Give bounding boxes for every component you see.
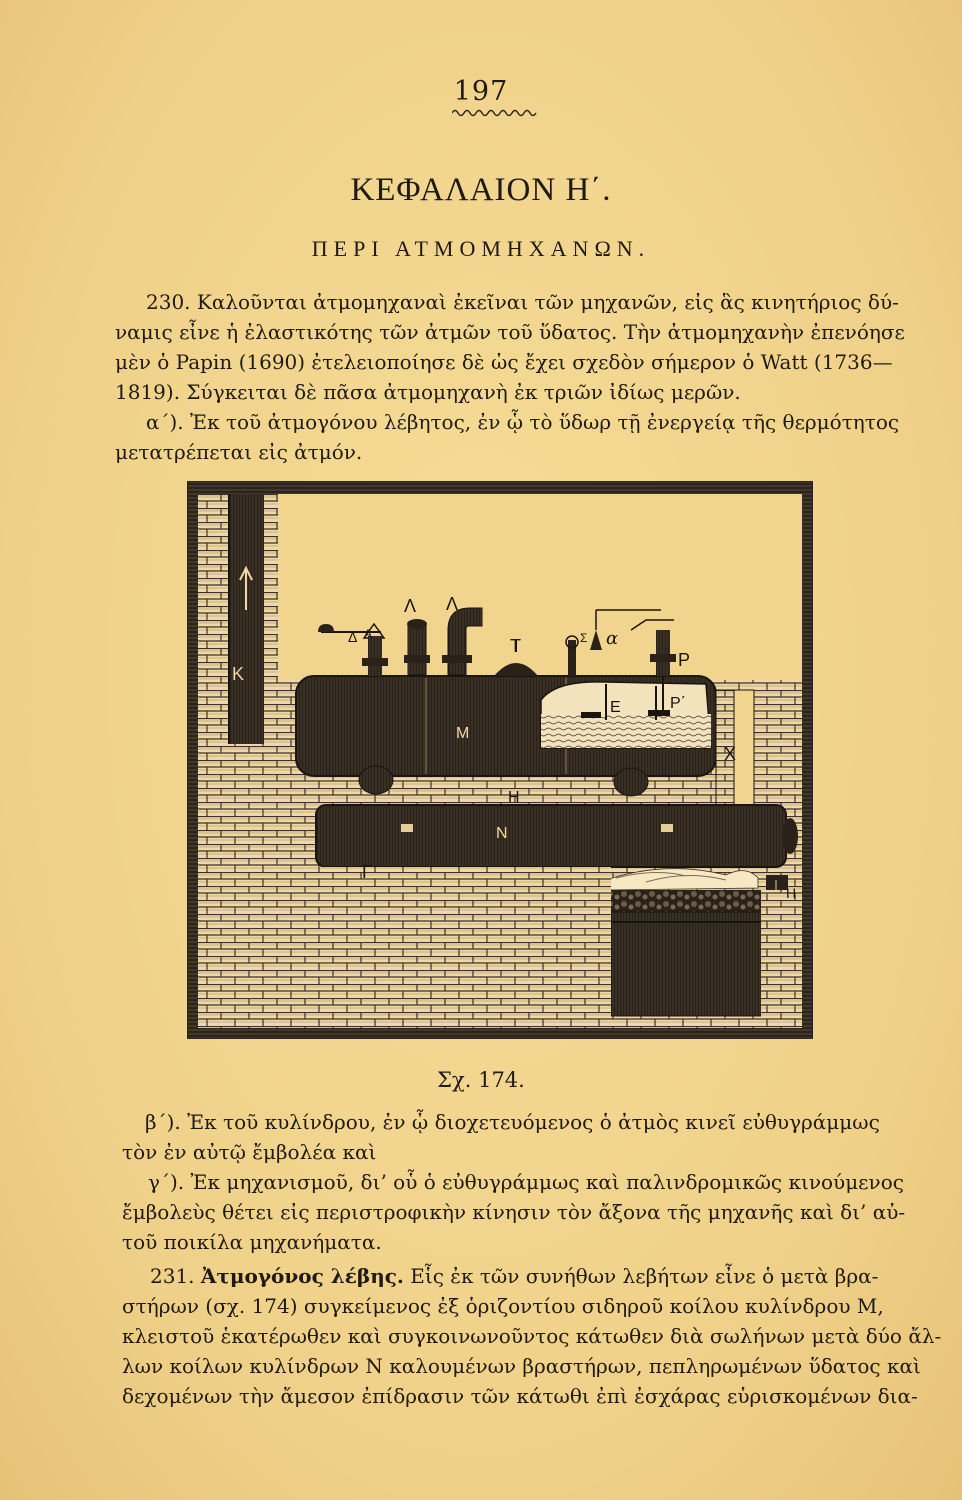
label-rho-prime: Ρ΄ xyxy=(670,695,686,712)
wavy-ornament xyxy=(452,108,538,118)
label-mu: Μ xyxy=(456,725,470,742)
label-tau: Τ xyxy=(510,636,521,656)
paragraph-line: α΄). Ἐκ τοῦ ἀτμογόνου λέβητος, ἐν ᾧ τὸ ὕδωρ τῇ ἐνεργείᾳ τῆς θερμότητος xyxy=(146,410,900,434)
paragraph-line: λων κοίλων κυλίνδρων Ν καλουμένων βραστήρων, πεπληρωμένων ὕδατος καὶ xyxy=(122,1354,921,1378)
label-lambda-1: Λ xyxy=(404,596,417,616)
paragraph-line-rest: Εἷς ἐκ τῶν συνήθων λεβήτων εἶνε ὁ μετὰ βρα- xyxy=(410,1264,879,1288)
paragraph-heading-line xyxy=(150,1262,878,1290)
figure-caption: Σχ. 174. xyxy=(437,1068,525,1092)
label-chi: Χ xyxy=(724,744,737,764)
paragraph-line: 1819). Σύγκειται δὲ πᾶσα ἀτμομηχανὴ ἐκ τριῶν ἰδίως μερῶν. xyxy=(115,380,741,404)
chapter-title: ΚΕΦΑΛΑΙΟΝ Η΄. xyxy=(350,172,612,208)
paragraph-line: δεχομένων τὴν ἄμεσον ἐπίδρασιν τῶν κάτωθι ἐπὶ ἐσχάρας εὑρισκομένων δια- xyxy=(122,1384,918,1408)
paragraph-line: γ΄). Ἐκ μηχανισμοῦ, δι’ οὗ ὁ εὐθυγράμμως καὶ παλινδρομικῶς κινούμενος xyxy=(148,1170,904,1194)
paragraph-line: τοῦ ποικίλα μηχανήματα. xyxy=(122,1230,382,1254)
paragraph-line: μὲν ὁ Papin (1690) ἐτελειοποίησε δὲ ὡς ἔχει σχεδὸν σήμερον ὁ Watt (1736— xyxy=(115,350,893,374)
label-eta-lower: Η xyxy=(786,885,797,901)
paragraph-number: 231. xyxy=(150,1264,195,1288)
label-lambda-2: Λ xyxy=(446,594,459,614)
label-epsilon: Ε xyxy=(610,699,621,716)
label-alpha-lower: α xyxy=(606,628,619,649)
label-eta-upper: Η xyxy=(508,789,520,806)
paragraph-line: μετατρέπεται εἰς ἀτμόν. xyxy=(115,440,363,464)
paragraph-line: τὸν ἐν αὐτῷ ἔμβολέα καὶ xyxy=(122,1140,377,1164)
section-title: ΠΕΡΙ ΑΤΜΟΜΗΧΑΝΩΝ. xyxy=(311,236,651,261)
paragraph-heading: Ἀτμογόνος λέβης. xyxy=(200,1264,404,1288)
label-rho: Ρ xyxy=(678,650,691,670)
paragraph-line: στήρων (σχ. 174) συγκείμενος ἐξ ὁριζοντίου σιδηροῦ κοίλου κυλίνδρου Μ, xyxy=(122,1294,884,1318)
label-alpha-upper: Α xyxy=(364,627,373,641)
paragraph-line: κλειστοῦ ἑκατέρωθεν καὶ συγκοινωνοῦντος κάτωθεν διὰ σωλήνων μετὰ δύο ἄλ- xyxy=(122,1324,942,1348)
paragraph-line: 230. Καλοῦνται ἀτμομηχαναὶ ἐκεῖναι τῶν μηχανῶν, εἰς ἃς κινητήριος δύ- xyxy=(146,290,899,314)
label-delta: Δ xyxy=(348,629,358,645)
paragraph-line: ἔμβολεὺς θέτει εἰς περιστροφικὴν κίνησιν τὸν ἄξονα τῆς μηχανῆς καὶ δι’ αὐ- xyxy=(122,1200,906,1224)
label-sigma: Σ xyxy=(580,631,588,645)
page-number: 197 xyxy=(453,76,509,107)
label-nu: Ν xyxy=(496,825,508,842)
label-gamma: Γ xyxy=(362,862,372,882)
label-k: Κ xyxy=(232,664,245,684)
paragraph-line: ναμις εἶνε ἡ ἐλαστικότης τῶν ἀτμῶν τοῦ ὕδατος. Τὴν ἀτμομηχανὴν ἐπενόησε xyxy=(115,320,905,344)
paragraph-line: β΄). Ἐκ τοῦ κυλίνδρου, ἐν ᾧ διοχετευόμενος ὁ ἀτμὸς κινεῖ εὐθυγράμμως xyxy=(145,1110,880,1134)
boiler-engraving xyxy=(186,480,816,1050)
